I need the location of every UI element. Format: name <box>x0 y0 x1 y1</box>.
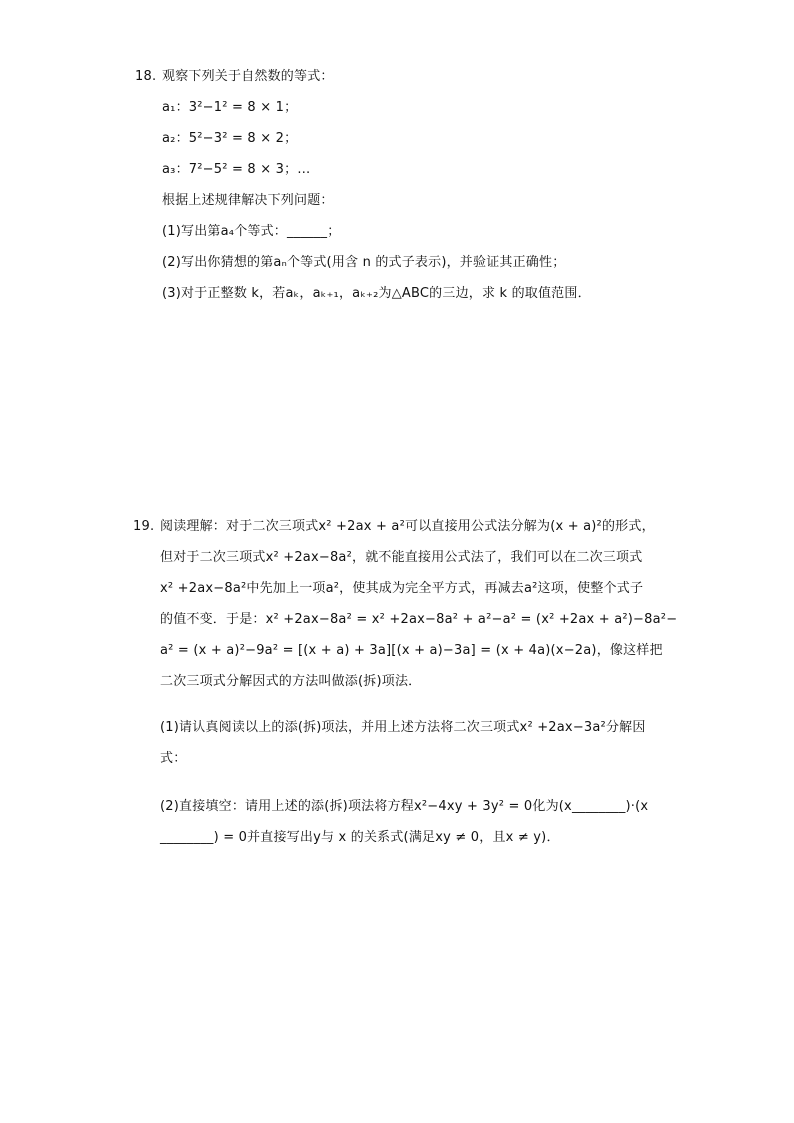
question-18-instruction: 根据上述规律解决下列问题： <box>162 193 334 208</box>
question-18-equation-2: a₂：5²−3² = 8 × 2； <box>162 131 298 146</box>
question-18-part-3: (3)对于正整数 k，若aₖ，aₖ₊₁，aₖ₊₂为△ABC的三边，求 k 的取值范围． <box>162 286 591 301</box>
question-19-line-5: a² = (x + a)²−9a² = [(x + a) + 3a][(x + a)−3a] = (x + 4a)(x−2a)，像这样把 <box>160 643 663 658</box>
question-19-part-2-line-2: ________) = 0并直接写出y与 x 的关系式(满足xy ≠ 0，且x ≠ y)． <box>160 830 560 845</box>
question-19-part-1-line-1: (1)请认真阅读以上的添(拆)项法，并用上述方法将二次三项式x² +2ax−3a²分解因 <box>160 720 646 735</box>
question-18-part-2: (2)写出你猜想的第aₙ个等式(用含 n 的式子表示)，并验证其正确性； <box>162 255 566 270</box>
question-19-part-2-line-1: (2)直接填空：请用上述的添(拆)项法将方程x²−4xy + 3y² = 0化为(x________)·(x <box>160 799 649 814</box>
question-19-line-2: 但对于二次三项式x² +2ax−8a²，就不能直接用公式法了，我们可以在二次三项式 <box>160 550 643 565</box>
question-18-intro: 观察下列关于自然数的等式： <box>162 69 334 84</box>
question-19-line-6: 二次三项式分解因式的方法叫做添(拆)项法． <box>160 674 422 689</box>
question-19-line-3: x² +2ax−8a²中先加上一项a²，使其成为完全平方式，再减去a²这项，使整个式子 <box>160 581 644 596</box>
question-18-number: 18. <box>135 69 157 84</box>
question-19-line-4: 的值不变．于是：x² +2ax−8a² = x² +2ax−8a² + a²−a² = (x² +2ax + a²)−8a²− <box>160 612 678 627</box>
question-19-line-1: 阅读理解：对于二次三项式x² +2ax + a²可以直接用公式法分解为(x + a)²的形式， <box>160 519 655 534</box>
question-18-equation-1: a₁：3²−1² = 8 × 1； <box>162 100 298 115</box>
question-18-equation-3: a₃：7²−5² = 8 × 3；… <box>162 162 311 177</box>
question-19-number: 19. <box>133 519 155 534</box>
question-18-part-1: (1)写出第a₄个等式：______； <box>162 224 341 239</box>
question-19-part-1-line-2: 式： <box>160 751 187 766</box>
